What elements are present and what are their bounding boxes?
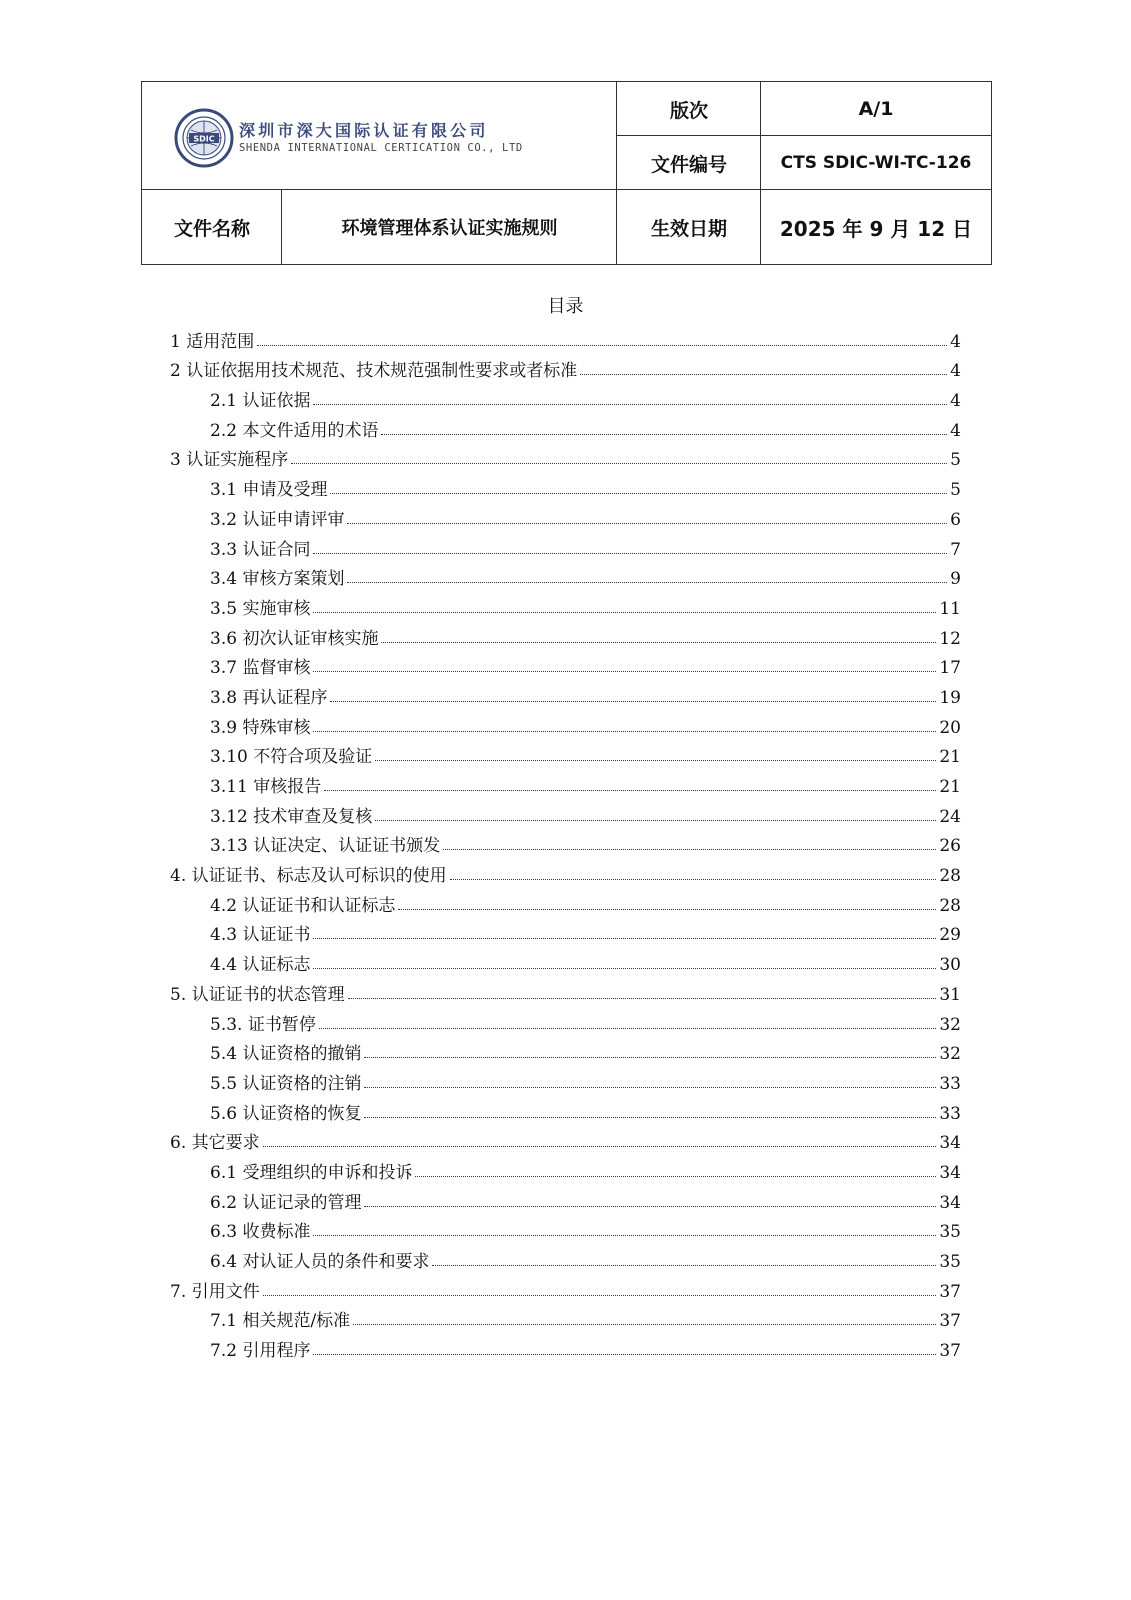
- toc-entry[interactable]: [170, 1005, 961, 1035]
- toc-entry-label: 6.3 收费标准: [210, 1222, 311, 1243]
- toc-entry[interactable]: [170, 1213, 961, 1243]
- toc-entry[interactable]: [170, 411, 961, 441]
- toc-entry-page: 29: [939, 925, 961, 946]
- toc-entry[interactable]: [170, 322, 961, 352]
- toc-dot-leader: [324, 790, 936, 791]
- toc-entry-page: 32: [939, 1014, 961, 1035]
- toc-entry[interactable]: [170, 767, 961, 797]
- toc-dot-leader: [364, 1087, 936, 1088]
- toc-entry[interactable]: [170, 945, 961, 975]
- toc-entry[interactable]: [170, 1064, 961, 1094]
- toc-entry-label: 2.2 本文件适用的术语: [210, 420, 379, 441]
- toc-entry-label: 3.1 申请及受理: [210, 480, 328, 501]
- toc-entry[interactable]: [170, 619, 961, 649]
- toc-entry-label: 4.4 认证标志: [210, 955, 311, 976]
- toc-entry[interactable]: [170, 1272, 961, 1302]
- toc-entry-page: 4: [950, 361, 961, 382]
- toc-entry-label: 3.3 认证合同: [210, 539, 311, 560]
- toc-dot-leader: [381, 434, 947, 435]
- toc-dot-leader: [319, 1028, 937, 1029]
- toc-dot-leader: [263, 1146, 937, 1147]
- company-name-en: SHENDA INTERNATIONAL CERTICATION CO., LTD: [239, 142, 523, 154]
- toc-dot-leader: [381, 642, 936, 643]
- company-emblem-icon: [174, 108, 234, 168]
- toc-dot-leader: [313, 671, 936, 672]
- toc-entry-label: 6.2 认证记录的管理: [210, 1192, 362, 1213]
- toc-entry-label: 7.1 相关规范/标准: [210, 1311, 351, 1332]
- toc-entry-page: 4: [950, 331, 961, 352]
- toc-entry-label: 3.12 技术审查及复核: [210, 806, 373, 827]
- toc-entry[interactable]: [170, 1153, 961, 1183]
- toc-dot-leader: [353, 1324, 936, 1325]
- toc-entry-page: 21: [939, 777, 961, 797]
- toc-title: 目录: [547, 296, 584, 317]
- toc-dot-leader: [263, 1295, 937, 1296]
- document-name-label: 文件名称: [173, 217, 250, 240]
- toc-entry-page: 35: [939, 1222, 961, 1243]
- toc-entry-page: 21: [939, 747, 961, 768]
- toc-entry-label: 3.4 审核方案策划: [210, 569, 345, 590]
- toc-dot-leader: [364, 1206, 936, 1207]
- toc-entry-label: 4. 认证证书、标志及认可标识的使用: [170, 866, 447, 887]
- toc-entry-label: 6.1 受理组织的申诉和投诉: [210, 1162, 413, 1183]
- toc-entry-page: 4: [950, 391, 961, 412]
- toc-entry-label: 5.5 认证资格的注销: [210, 1073, 362, 1094]
- toc-entry-page: 11: [939, 598, 961, 619]
- toc-entry[interactable]: [170, 1331, 961, 1361]
- toc-entry-page: 5: [950, 450, 961, 471]
- toc-entry-page: 12: [939, 628, 961, 649]
- toc-dot-leader: [313, 731, 936, 732]
- toc-dot-leader: [313, 404, 947, 405]
- toc-entry-page: 7: [950, 539, 961, 560]
- toc-entry-label: 3.8 再认证程序: [210, 687, 328, 708]
- toc-entry-label: 3.6 初次认证审核实施: [210, 628, 379, 649]
- toc-entry[interactable]: [170, 381, 961, 411]
- toc-entry-page: 35: [939, 1252, 961, 1272]
- toc-entry[interactable]: [170, 470, 961, 500]
- toc-entry[interactable]: [170, 1242, 961, 1272]
- toc-dot-leader: [313, 1235, 936, 1236]
- toc-entry-label: 7. 引用文件: [170, 1281, 260, 1302]
- toc-dot-leader: [313, 938, 936, 939]
- toc-entry[interactable]: [170, 856, 961, 886]
- toc-entry-label: 5.3. 证书暂停: [210, 1014, 316, 1035]
- toc-dot-leader: [347, 582, 947, 583]
- table-of-contents: [170, 322, 961, 1361]
- toc-entry-page: 17: [939, 658, 961, 679]
- effective-date-label: 生效日期: [650, 217, 727, 240]
- toc-entry-label: 2 认证依据用技术规范、技术规范强制性要求或者标准: [170, 361, 578, 382]
- toc-entry[interactable]: [170, 797, 961, 827]
- toc-dot-leader: [313, 612, 936, 613]
- toc-entry-label: 7.2 引用程序: [210, 1341, 311, 1362]
- toc-entry[interactable]: [170, 352, 961, 382]
- toc-entry[interactable]: [170, 530, 961, 560]
- toc-entry-label: 3 认证实施程序: [170, 450, 289, 471]
- toc-dot-leader: [313, 968, 936, 969]
- toc-entry-page: 37: [939, 1281, 961, 1302]
- toc-entry-label: 1 适用范围: [170, 331, 255, 352]
- toc-entry[interactable]: [170, 1035, 961, 1065]
- toc-entry[interactable]: [170, 1124, 961, 1154]
- toc-dot-leader: [330, 493, 947, 494]
- toc-dot-leader: [450, 879, 937, 880]
- toc-entry-label: 6.4 对认证人员的条件和要求: [210, 1252, 430, 1272]
- toc-entry-label: 4.3 认证证书: [210, 925, 311, 946]
- toc-entry-label: 5.4 认证资格的撤销: [210, 1044, 362, 1065]
- toc-entry[interactable]: [170, 1302, 961, 1332]
- toc-entry[interactable]: [170, 678, 961, 708]
- toc-dot-leader: [313, 553, 947, 554]
- toc-entry-page: 5: [950, 480, 961, 501]
- toc-dot-leader: [347, 523, 947, 524]
- toc-entry-page: 4: [950, 420, 961, 441]
- document-name-value: 环境管理体系认证实施规则: [341, 218, 558, 239]
- toc-dot-leader: [364, 1117, 936, 1118]
- toc-entry-page: 6: [950, 509, 961, 530]
- toc-entry-label: 5. 认证证书的状态管理: [170, 984, 345, 1005]
- effective-date-value: 2025 年 9 月 12 日: [779, 216, 973, 241]
- toc-entry[interactable]: [170, 738, 961, 768]
- toc-entry[interactable]: [170, 1094, 961, 1124]
- toc-entry[interactable]: [170, 649, 961, 679]
- toc-entry[interactable]: [170, 441, 961, 471]
- toc-dot-leader: [432, 1265, 936, 1266]
- toc-entry[interactable]: [170, 708, 961, 738]
- toc-dot-leader: [348, 998, 937, 999]
- toc-entry[interactable]: [170, 975, 961, 1005]
- toc-entry[interactable]: [170, 916, 961, 946]
- toc-entry-page: 26: [939, 836, 961, 857]
- toc-dot-leader: [398, 909, 936, 910]
- company-name-cn: 深圳市深大国际认证有限公司: [239, 121, 489, 140]
- toc-entry[interactable]: [170, 500, 961, 530]
- toc-entry[interactable]: [170, 1183, 961, 1213]
- version-value: A/1: [858, 98, 894, 120]
- toc-entry-page: 28: [939, 895, 961, 916]
- toc-entry-label: 3.7 监督审核: [210, 658, 311, 679]
- toc-entry-label: 2.1 认证依据: [210, 391, 311, 412]
- toc-entry-page: 24: [939, 806, 961, 827]
- toc-entry[interactable]: [170, 886, 961, 916]
- toc-dot-leader: [580, 374, 947, 375]
- toc-entry-page: 37: [939, 1311, 961, 1332]
- company-logo: [142, 82, 617, 190]
- toc-entry-label: 3.13 认证决定、认证证书颁发: [210, 836, 441, 857]
- toc-entry-label: 5.6 认证资格的恢复: [210, 1103, 362, 1124]
- toc-dot-leader: [330, 701, 936, 702]
- toc-entry-page: 33: [939, 1103, 961, 1124]
- toc-dot-leader: [375, 820, 936, 821]
- emblem-text: SDIC: [193, 134, 215, 144]
- toc-entry-label: 3.5 实施审核: [210, 598, 311, 619]
- toc-dot-leader: [415, 1176, 936, 1177]
- document-number-label: 文件编号: [650, 153, 727, 176]
- toc-entry-page: 20: [939, 717, 961, 738]
- toc-entry-page: 31: [939, 984, 961, 1005]
- toc-dot-leader: [257, 345, 947, 346]
- toc-entry-label: 3.11 审核报告: [210, 777, 322, 797]
- toc-dot-leader: [364, 1057, 936, 1058]
- toc-entry[interactable]: [170, 589, 961, 619]
- toc-entry-label: 6. 其它要求: [170, 1133, 260, 1154]
- toc-dot-leader: [291, 463, 947, 464]
- toc-entry-label: 3.2 认证申请评审: [210, 509, 345, 530]
- document-header-table: [141, 81, 992, 265]
- toc-entry-page: 28: [939, 866, 961, 887]
- toc-entry-label: 4.2 认证证书和认证标志: [210, 895, 396, 916]
- document-number-value: CTS SDIC-WI-TC-126: [780, 153, 972, 173]
- version-label: 版次: [669, 99, 708, 122]
- toc-entry-page: 19: [939, 687, 961, 708]
- toc-entry[interactable]: [170, 560, 961, 590]
- toc-dot-leader: [375, 760, 936, 761]
- toc-dot-leader: [443, 849, 936, 850]
- toc-entry-label: 3.10 不符合项及验证: [210, 747, 373, 768]
- toc-entry-page: 32: [939, 1044, 961, 1065]
- toc-entry[interactable]: [170, 827, 961, 857]
- toc-entry-label: 3.9 特殊审核: [210, 717, 311, 738]
- toc-entry-page: 30: [939, 955, 961, 976]
- toc-dot-leader: [313, 1354, 936, 1355]
- toc-entry-page: 34: [939, 1162, 961, 1183]
- toc-entry-page: 34: [939, 1133, 961, 1154]
- toc-entry-page: 33: [939, 1073, 961, 1094]
- toc-entry-page: 37: [939, 1341, 961, 1362]
- toc-entry-page: 34: [939, 1192, 961, 1213]
- toc-entry-page: 9: [950, 569, 961, 590]
